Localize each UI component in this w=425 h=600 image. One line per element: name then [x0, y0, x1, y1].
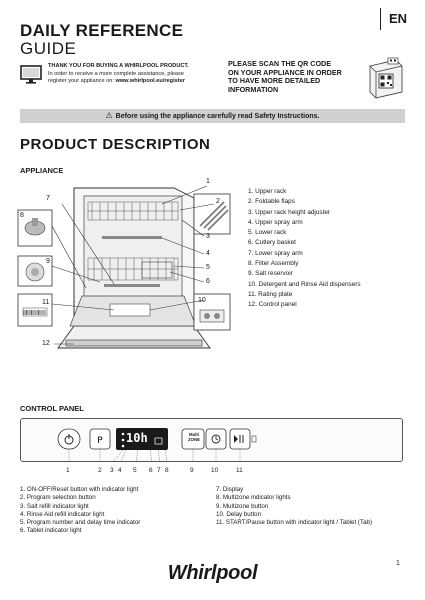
cp-callout-3: 3: [110, 467, 114, 474]
control-panel-graphic: [20, 418, 403, 462]
callout-7: 7: [46, 195, 50, 202]
appliance-legend: [248, 187, 361, 311]
cp-legend-item: 4. Rinse Aid refill indicator light: [20, 510, 105, 518]
assistance-text: In order to receive a more complete assistance, please: [48, 70, 184, 77]
dishwasher-diagram: [14, 176, 236, 354]
safety-warning-text: Before using the appliance carefully read Safety Instructions.: [115, 113, 320, 120]
cp-legend-item: 6. Tablet indicator light: [20, 527, 82, 535]
lower-spray-arm: [104, 284, 160, 287]
cp-callout-2: 2: [98, 467, 102, 474]
legend-item: 5. Lower rack: [248, 229, 287, 237]
control-panel-legend-right: [216, 486, 372, 527]
callout-10: 10: [198, 297, 206, 304]
multizone-button-label: Multi ZONE: [188, 432, 200, 442]
document-title: DAILY REFERENCE: [20, 21, 184, 40]
legend-item: 2. Foldable flaps: [248, 198, 295, 206]
qr-line-3: TO HAVE MORE DETAILED: [228, 76, 321, 86]
cp-legend-item: 5. Program number and delay time indicator: [20, 519, 141, 527]
cp-callout-10: 10: [211, 467, 219, 474]
callout-11: 11: [42, 299, 50, 306]
cp-callout-6: 6: [149, 467, 153, 474]
legend-item: 8. Filter Assembly: [248, 260, 299, 268]
cp-callout-9: 9: [190, 467, 194, 474]
cp-legend-item: 1. ON-OFF/Reset button with indicator light: [20, 486, 139, 493]
thank-you-text: THANK YOU FOR BUYING A WHIRLPOOL PRODUCT.: [48, 63, 189, 69]
legend-item: 11. Rating plate: [248, 290, 293, 298]
cp-legend-item: 3. Salt refill indicator light: [20, 502, 89, 510]
svg-text:P: P: [97, 436, 103, 446]
monitor-icon: [20, 64, 42, 86]
cp-legend-item: 11. START/Pause button with indicator light / Tablet (Tab): [216, 519, 373, 527]
safety-warning-bar: [20, 109, 405, 123]
display-readout: 10h: [126, 431, 148, 445]
legend-item: 9. Salt reservoir: [248, 270, 293, 278]
cp-legend-item: 8. Multizone indicator lights: [216, 494, 291, 502]
legend-item: 12. Control panel: [248, 301, 297, 309]
cp-callout-5: 5: [133, 467, 137, 474]
callout-6: 6: [206, 278, 210, 285]
page-number: 1: [396, 560, 400, 567]
register-link[interactable]: www.whirlpool.eu/register: [115, 78, 185, 84]
legend-item: 10. Detergent and Rinse Aid dispensers: [248, 280, 361, 288]
cp-callout-8: 8: [165, 467, 169, 474]
cp-callout-4: 4: [118, 467, 122, 474]
cp-legend-item: 10. Delay button: [216, 510, 262, 518]
cp-callout-11: 11: [236, 467, 243, 474]
callout-3: 3: [206, 233, 210, 240]
cp-callout-1: 1: [66, 467, 70, 474]
legend-item: 6. Cutlery basket: [248, 239, 296, 247]
register-prefix: register your appliance on:: [48, 78, 116, 84]
control-panel-heading: CONTROL PANEL: [20, 404, 84, 413]
detergent-dispenser: [110, 304, 150, 316]
callout-12: 12: [42, 340, 50, 347]
warning-icon: ⚠: [105, 111, 113, 120]
legend-item: 1. Upper rack: [248, 188, 287, 195]
cp-callout-7: 7: [157, 467, 161, 474]
legend-item: 3. Upper rack height adjuster: [248, 208, 331, 216]
cp-legend-item: 7. Display: [216, 486, 244, 493]
control-panel-legend-left: [20, 486, 140, 536]
document-subtitle: GUIDE: [20, 39, 77, 58]
qr-code-icon: [366, 56, 406, 102]
callout-1: 1: [206, 178, 210, 185]
qr-instruction: [228, 60, 368, 94]
language-code: EN: [389, 11, 408, 26]
appliance-heading: APPLIANCE: [20, 166, 64, 175]
callout-4: 4: [206, 250, 210, 257]
legend-item: 7. Lower spray arm: [248, 249, 303, 257]
legend-item: 4. Upper spray arm: [248, 218, 303, 226]
callout-2: 2: [216, 198, 220, 205]
qr-line-2: ON YOUR APPLIANCE IN ORDER: [228, 67, 342, 77]
qr-line-4: INFORMATION: [228, 84, 279, 94]
section-title-product-description: PRODUCT DESCRIPTION: [20, 136, 211, 153]
callout-5: 5: [206, 264, 210, 271]
cp-legend-item: 2. Program selection button: [20, 494, 96, 502]
language-tab: [380, 8, 418, 30]
callout-8: 8: [20, 212, 24, 219]
qr-line-1: PLEASE SCAN THE QR CODE: [228, 59, 332, 68]
callout-9: 9: [46, 258, 50, 265]
whirlpool-logo: Whirlpool: [167, 562, 258, 584]
control-panel-strip: [66, 340, 202, 346]
upper-spray-arm: [102, 236, 162, 239]
register-info: [48, 63, 228, 86]
cp-legend-item: 9. Multizone button: [216, 502, 269, 510]
